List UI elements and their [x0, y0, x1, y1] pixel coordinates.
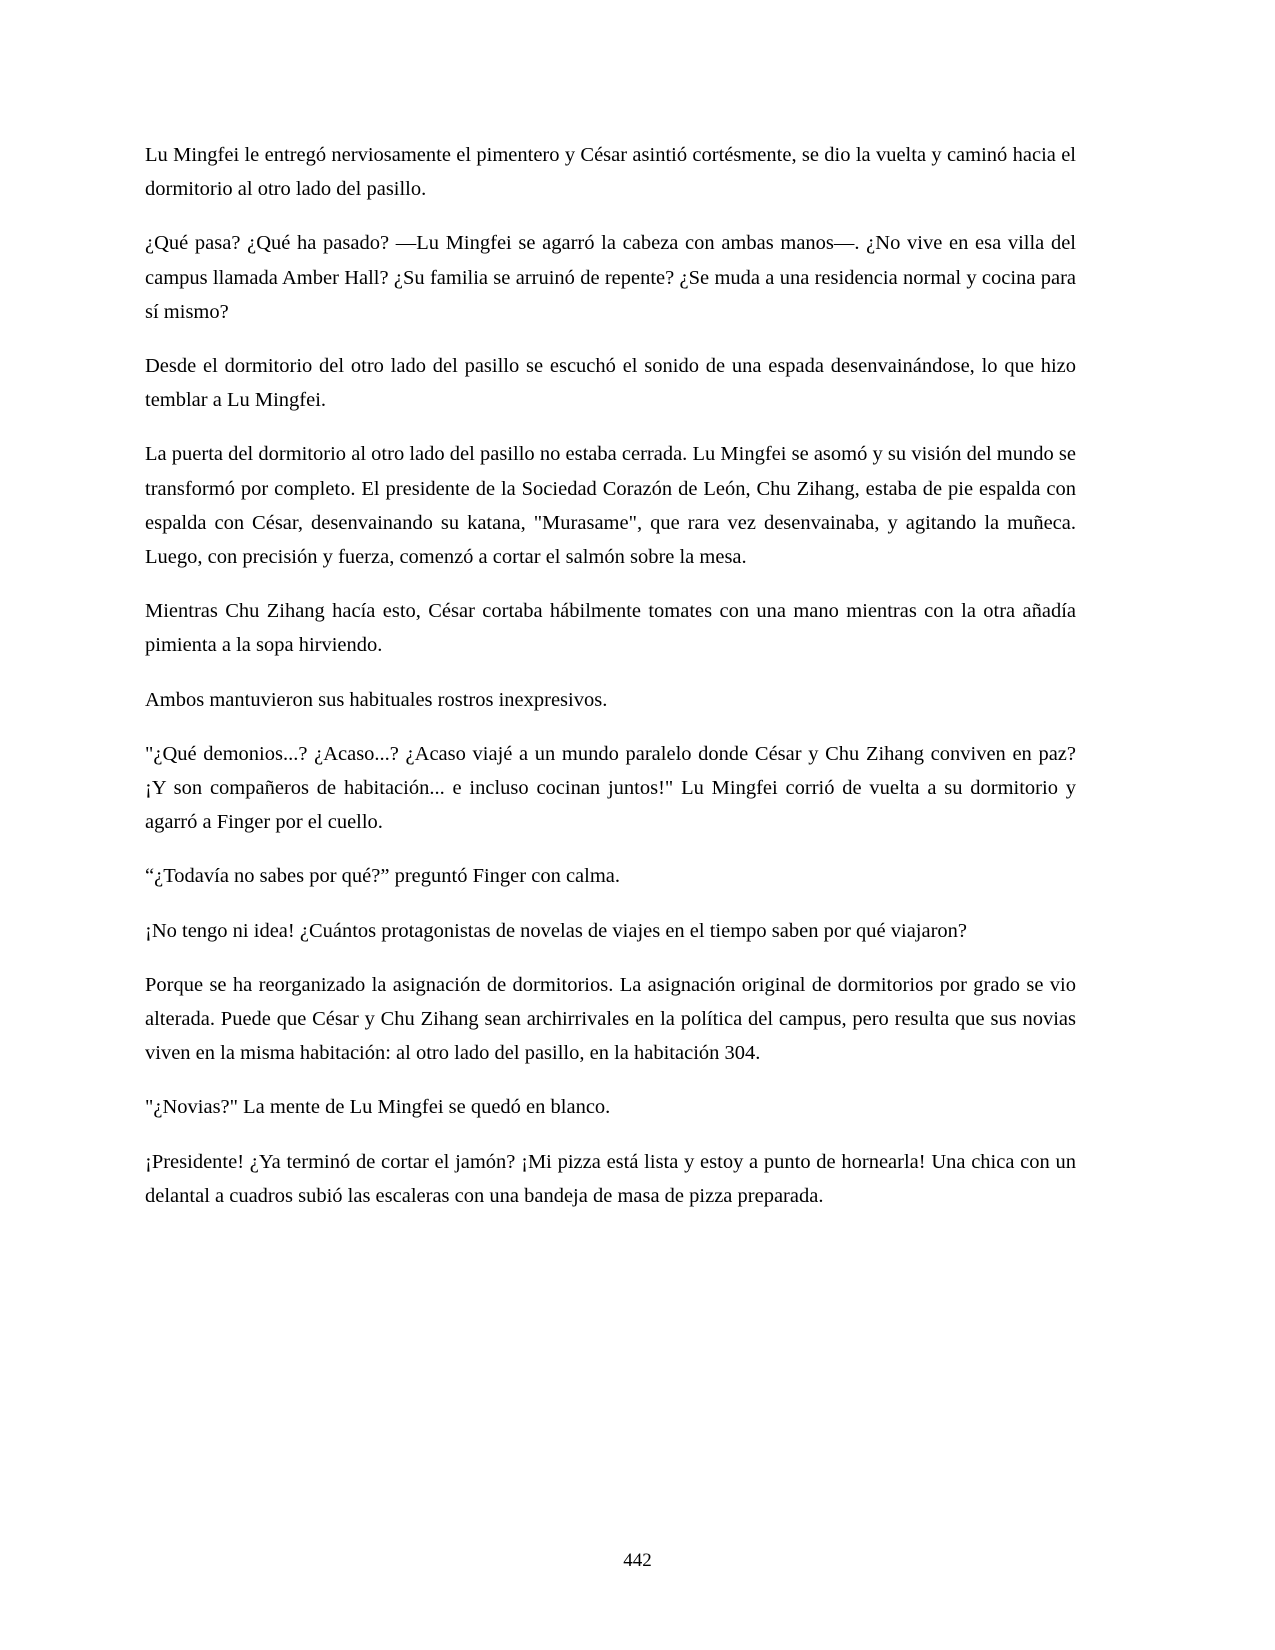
body-paragraph-11: "¿Novias?" La mente de Lu Mingfei se quedó en blanco.: [145, 1096, 611, 1119]
body-paragraph-12: ¡Presidente! ¿Ya terminó de cortar el jamón? ¡Mi pizza está lista y estoy a punto de hornearla! Una chica con un delantal a cuadros subió las escaleras con una bandeja de masa de pizza preparada.: [145, 1150, 1076, 1207]
body-paragraph-7: "¿Qué demonios...? ¿Acaso...? ¿Acaso viajé a un mundo paralelo donde César y Chu Zihang conviven en paz? ¡Y son compañeros de habitación... e incluso cocinan juntos!" Lu Mingfei corrió de vuelta a su dormitorio y agarró a Finger por el cuello.: [145, 742, 1076, 834]
body-paragraph-2: ¿Qué pasa? ¿Qué ha pasado? —Lu Mingfei se agarró la cabeza con ambas manos—. ¿No vive en esa villa del campus llamada Amber Hall? ¿Su familia se arruinó de repente? ¿Se muda a una residencia normal y cocina para sí mismo?: [145, 232, 1076, 323]
body-paragraph-10: Porque se ha reorganizado la asignación de dormitorios. La asignación original de dormitorios por grado se vio alterada. Puede que César y Chu Zihang sean archirrivales en la política del campus, pero resulta que sus novias viven en la misma habitación: al otro lado del pasillo, en la habitación 304.: [145, 973, 1076, 1065]
body-paragraph-5: Mientras Chu Zihang hacía esto, César cortaba hábilmente tomates con una mano mientras con la otra añadía pimienta a la sopa hirviendo.: [145, 600, 1076, 657]
body-paragraph-6: Ambos mantuvieron sus habituales rostros inexpresivos.: [145, 688, 608, 711]
body-text-column: [145, 138, 1076, 1213]
body-paragraph-8: “¿Todavía no sabes por qué?” preguntó Finger con calma.: [145, 865, 621, 888]
page-number: 442: [623, 1550, 652, 1571]
body-paragraph-9: ¡No tengo ni idea! ¿Cuántos protagonistas de novelas de viajes en el tiempo saben por qué viajaron?: [145, 919, 968, 942]
body-paragraph-1: Lu Mingfei le entregó nerviosamente el pimentero y César asintió cortésmente, se dio la vuelta y caminó hacia el dormitorio al otro lado del pasillo.: [145, 144, 1076, 201]
body-paragraph-4: La puerta del dormitorio al otro lado del pasillo no estaba cerrada. Lu Mingfei se asomó y su visión del mundo se transformó por completo. El presidente de la Sociedad Corazón de León, Chu Zihang, estaba de pie espalda con espalda con César, desenvainando su katana, "Murasame", que rara vez desenvainaba, y agitando la muñeca. Luego, con precisión y fuerza, comenzó a cortar el salmón sobre la mesa.: [145, 443, 1076, 569]
body-paragraph-3: Desde el dormitorio del otro lado del pasillo se escuchó el sonido de una espada desenvainándose, lo que hizo temblar a Lu Mingfei.: [145, 355, 1076, 412]
